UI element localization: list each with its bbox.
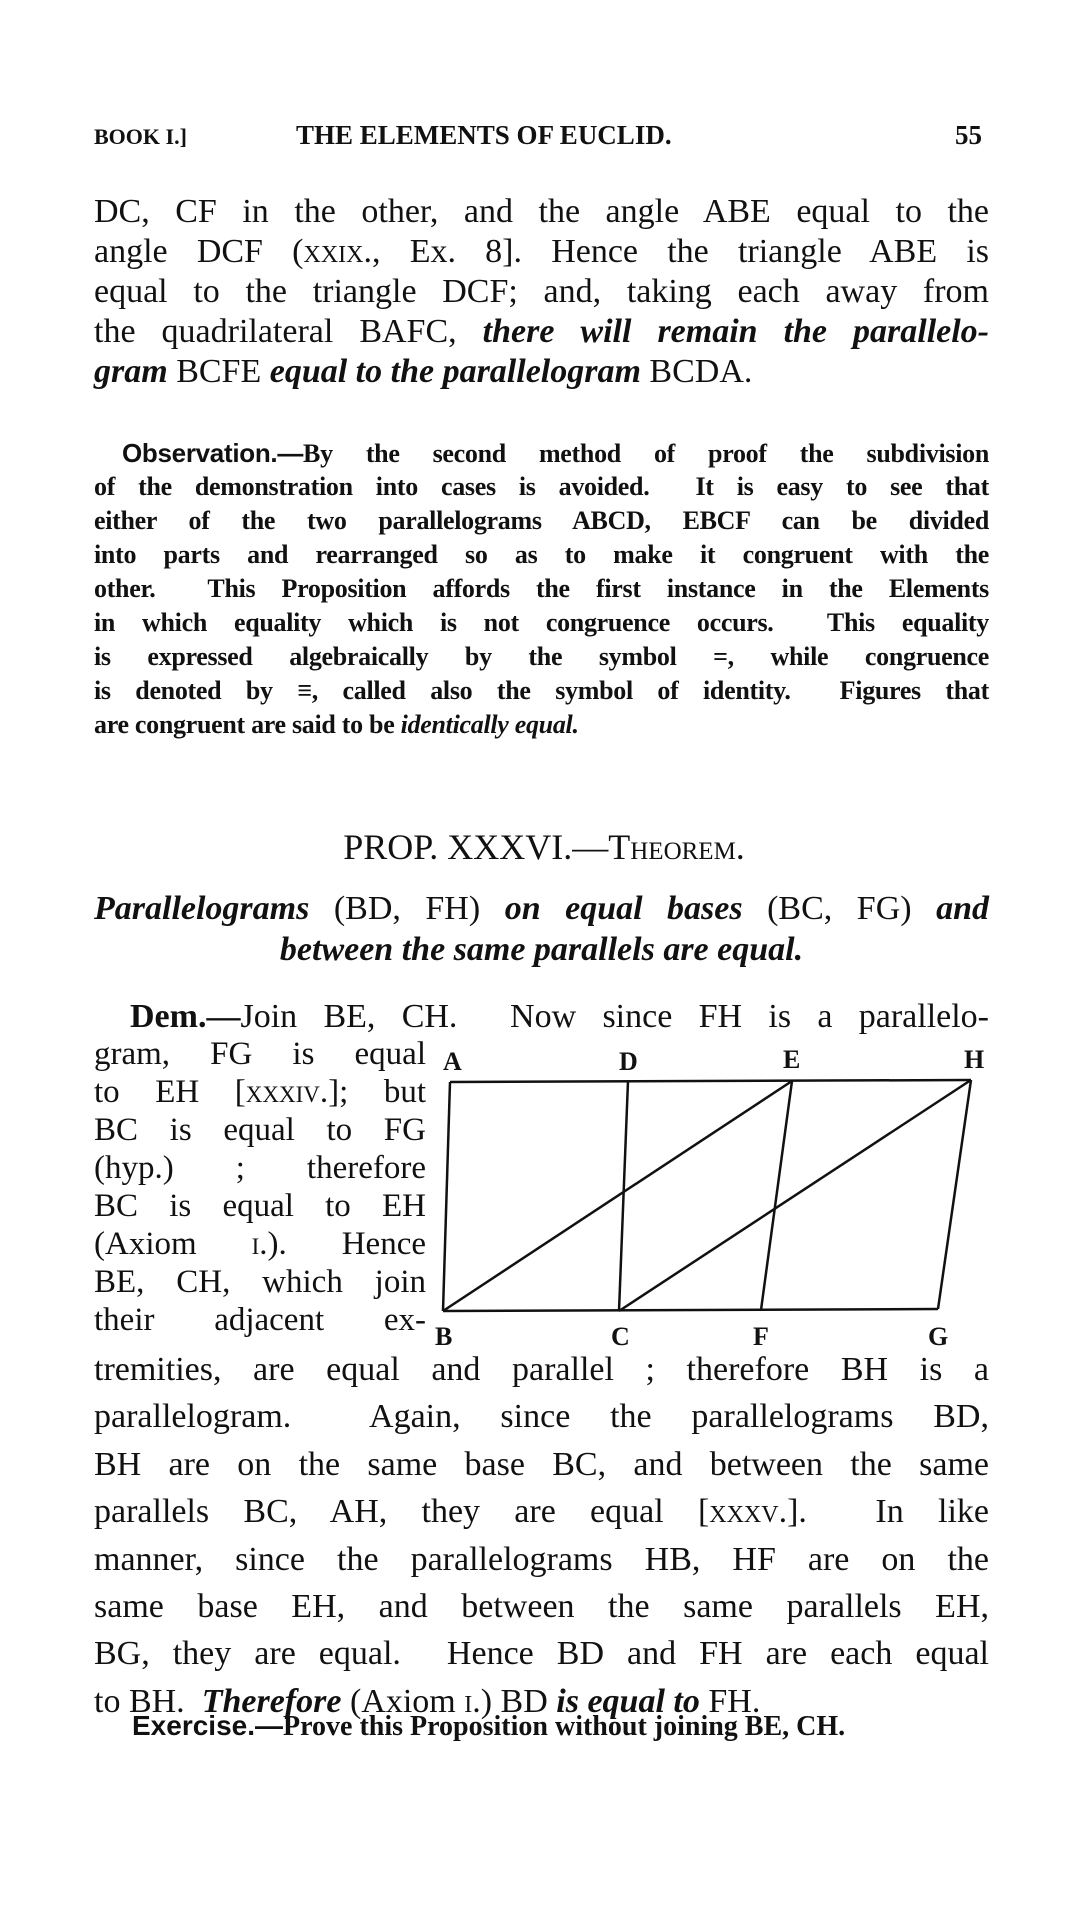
text-run: (Axiom — [341, 1682, 465, 1720]
text-run: angle DCF ( — [94, 233, 304, 270]
label-F: F — [753, 1322, 769, 1351]
label-A: A — [443, 1047, 462, 1076]
text-run: ). Hence — [267, 1226, 426, 1262]
italic-run: and — [936, 890, 989, 927]
label-C: C — [611, 1322, 630, 1351]
exercise — [132, 1710, 845, 1743]
text-run: either of the two parallelograms ABCD, EBCF can be divided — [94, 506, 989, 535]
line-HG — [938, 1080, 971, 1309]
text-run: BCFE — [167, 353, 270, 390]
label-G: G — [928, 1322, 949, 1351]
text-run: i. — [464, 1682, 481, 1720]
text-run: ) BD — [480, 1682, 557, 1720]
text-run: manner, since the parallelograms HB, HF are on the — [94, 1540, 989, 1578]
text-run: parallels BC, AH, they are equal [ — [94, 1493, 710, 1531]
text-run: Prove this Proposition without joining BE, CH. — [283, 1711, 846, 1742]
line-CH — [619, 1080, 971, 1311]
page-number: 55 — [955, 120, 982, 150]
text-run: in which equality which is not congruence occurs. This equality — [94, 608, 989, 637]
text-run: is expressed algebraically by the symbol =, while congruence — [94, 642, 989, 671]
text-run: BE, CH, which join — [94, 1264, 426, 1300]
text-run: equal to the triangle DCF; and, taking each away from — [94, 273, 989, 310]
italic-run: is equal to — [556, 1682, 700, 1720]
run-heading-label: Observation.— — [122, 438, 304, 468]
text-run: of the demonstration into cases is avoided. It is easy to see that — [94, 472, 989, 501]
text-run: same base EH, and between the same parallels EH, — [94, 1588, 989, 1625]
text-run: tremities, are equal and parallel ; therefore BH is a — [94, 1351, 989, 1388]
text-run: (hyp.) ; therefore — [94, 1150, 426, 1186]
italic-run: Parallelograms — [94, 890, 310, 927]
text-run: By the second method of proof the subdivision — [303, 439, 989, 468]
text-run: xxxv. — [709, 1493, 788, 1531]
text-run: the quadrilateral BAFC, — [94, 313, 483, 350]
running-title: THE ELEMENTS OF EUCLID. — [296, 120, 672, 150]
text-run: (Axiom — [94, 1226, 252, 1262]
text-run: other. This Proposition affords the first instance in the Elements — [94, 574, 989, 603]
text-run: to BH. — [94, 1682, 202, 1720]
text-run: BH are on the same base BC, and between the same — [94, 1445, 989, 1483]
text-run: gram, FG is equal — [94, 1036, 426, 1072]
text-run: is denoted by ≡, called also the symbol of identity. Figures that — [94, 676, 989, 705]
line-EF — [761, 1081, 792, 1310]
label-B: B — [435, 1322, 453, 1351]
text-run: i. — [251, 1226, 268, 1262]
text-run: , Ex. 8]. Hence the triangle ABE is — [372, 233, 989, 270]
italic-run: Therefore — [201, 1682, 342, 1720]
text-run: are congruent are said to be — [94, 710, 401, 739]
text-run: their adjacent ex- — [94, 1302, 426, 1338]
text-run: Theorem. — [608, 827, 745, 867]
run-heading-label: Exercise.— — [132, 1710, 283, 1741]
text-run: to EH [ — [94, 1074, 246, 1110]
text-run: (BC, FG) — [742, 890, 937, 927]
line-AB — [443, 1082, 450, 1311]
italic-run: between the same parallels are equal. — [279, 931, 804, 968]
label-E: E — [783, 1045, 801, 1074]
run-heading-label: Dem.— — [130, 998, 241, 1035]
text-run: DC, CF in the other, and the angle ABE equal to the — [94, 193, 989, 230]
text-run: BCDA. — [640, 353, 753, 390]
italic-run: equal to the parallelogram — [269, 353, 641, 390]
text-run: into parts and rearranged so as to make it congruent with the — [94, 540, 989, 569]
text-run: xxix. — [303, 233, 372, 270]
italic-run: on equal bases — [504, 890, 743, 927]
italic-run: there will remain the parallelo- — [482, 313, 989, 350]
text-run: Join BE, CH. Now since FH is a parallelo- — [240, 998, 989, 1035]
text-run: PROP. XXXVI.— — [343, 827, 609, 867]
label-D: D — [619, 1047, 638, 1076]
label-H: H — [964, 1045, 985, 1074]
book-label: BOOK I.] — [94, 124, 187, 149]
figure-lines — [443, 1080, 971, 1311]
text-run: BG, they are equal. Hence BD and FH are each equal — [94, 1635, 989, 1673]
text-run: BC is equal to FG — [94, 1112, 426, 1148]
text-run: xxxiv. — [245, 1074, 329, 1110]
text-run: parallelogram. Again, since the parallelograms BD, — [94, 1398, 989, 1436]
text-run: ]; but — [328, 1074, 427, 1110]
italic-run: identically equal. — [400, 710, 579, 739]
italic-run: gram — [94, 353, 168, 390]
line-AH — [450, 1080, 971, 1082]
line-DC — [619, 1081, 628, 1311]
text-run: BC is equal to EH — [94, 1188, 426, 1224]
text-run: (BD, FH) — [309, 890, 505, 927]
text-run: ]. In like — [787, 1493, 989, 1531]
line-BG — [443, 1309, 938, 1311]
line-BE — [443, 1081, 792, 1311]
text-run: FH. — [699, 1682, 761, 1720]
